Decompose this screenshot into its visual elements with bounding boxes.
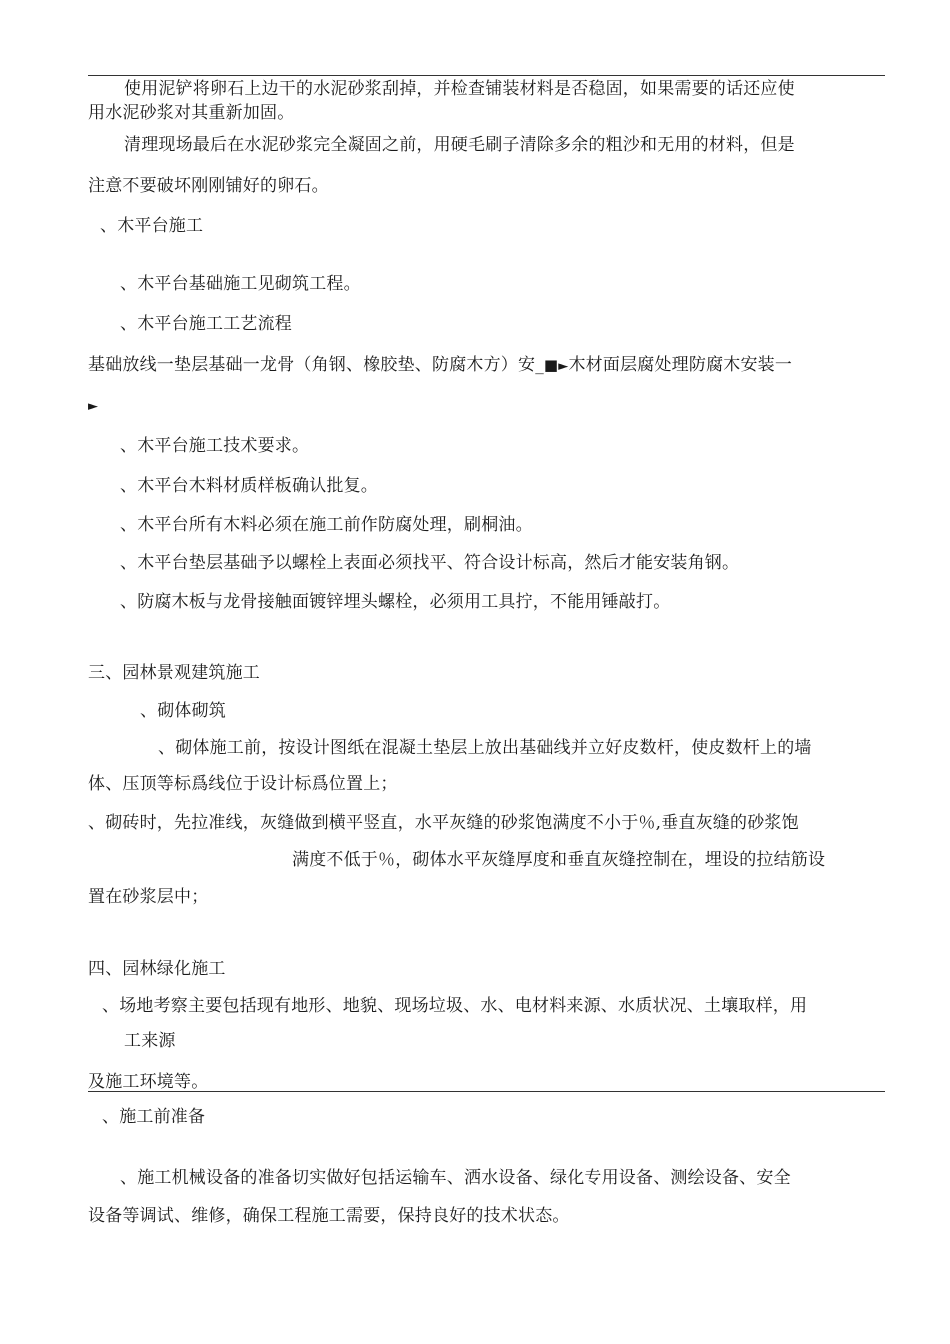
- list-item: 、木平台垫层基础予以螺栓上表面必须找平、符合设计标高，然后才能安装角钢。: [120, 553, 740, 573]
- section-rule: [88, 1091, 885, 1092]
- square-icon: ■: [543, 356, 559, 374]
- section-heading: 、木平台施工: [100, 216, 204, 236]
- chapter-heading: 三、园林景观建筑施工: [88, 663, 260, 683]
- paragraph-line: 满度不低于％，砌体水平灰缝厚度和垂直灰缝控制在，埋设的拉结筋设: [292, 850, 826, 870]
- paragraph-line: 工来源: [124, 1031, 176, 1051]
- paragraph-line: 、砌砖时，先拉准线，灰缝做到横平竖直，水平灰缝的砂浆饱满度不小于％,垂直灰缝的砂浆饱: [88, 813, 799, 833]
- flow-text-start: 基础放线一垫层基础一龙骨（角钢、橡胶垫、防腐木方）安_: [88, 355, 544, 375]
- chapter-heading: 四、园林绿化施工: [88, 959, 226, 979]
- paragraph-line: 置在砂浆层中；: [88, 887, 209, 907]
- paragraph-line: 、砌体施工前，按设计图纸在混凝土垫层上放出基础线并立好皮数杆，使皮数杆上的墙: [158, 738, 812, 758]
- list-item: 、防腐木板与龙骨接触面镀锌埋头螺栓，必须用工具拧，不能用锤敲打。: [120, 592, 671, 612]
- list-item: 、木平台木料材质样板确认批复。: [120, 476, 378, 496]
- paragraph-line: 用水泥砂浆对其重新加固。: [88, 103, 295, 123]
- flow-text-end: 木材面层腐处理防腐木安装一: [568, 355, 793, 375]
- paragraph-line: 注意不要破坏刚刚铺好的卵石。: [88, 176, 329, 196]
- list-item: 、木平台施工工艺流程: [120, 314, 292, 334]
- section-heading: 、施工前准备: [102, 1107, 206, 1127]
- top-rule: [88, 75, 885, 76]
- paragraph-line: 体、压顶等标爲线位于设计标爲位置上；: [88, 774, 398, 794]
- arrow-right-icon: ►: [88, 399, 99, 414]
- paragraph-line: 、施工机械设备的准备切实做好包括运输车、洒水设备、绿化专用设备、测绘设备、安全: [120, 1168, 791, 1188]
- paragraph-line: 、场地考察主要包括现有地形、地貌、现场垃圾、水、电材料来源、水质状况、土壤取样，用: [102, 996, 808, 1016]
- process-flow-line: [88, 353, 792, 379]
- section-heading: 、砌体砌筑: [140, 701, 226, 721]
- list-item: 、木平台施工技术要求。: [120, 436, 310, 456]
- list-item: 、木平台所有木料必须在施工前作防腐处理，刷桐油。: [120, 515, 533, 535]
- paragraph-line: 使用泥铲将卵石上边干的水泥砂浆刮掉，并检查铺装材料是否稳固，如果需要的话还应使: [124, 79, 795, 99]
- arrow-right-icon: ►: [558, 359, 569, 374]
- paragraph-line: 及施工环境等。: [88, 1072, 209, 1092]
- paragraph-line: 设备等调试、维修，确保工程施工需要，保持良好的技术状态。: [88, 1206, 570, 1226]
- paragraph-line: 清理现场最后在水泥砂浆完全凝固之前，用硬毛刷子清除多余的粗沙和无用的材料，但是: [124, 135, 795, 155]
- list-item: 、木平台基础施工见砌筑工程。: [120, 274, 361, 294]
